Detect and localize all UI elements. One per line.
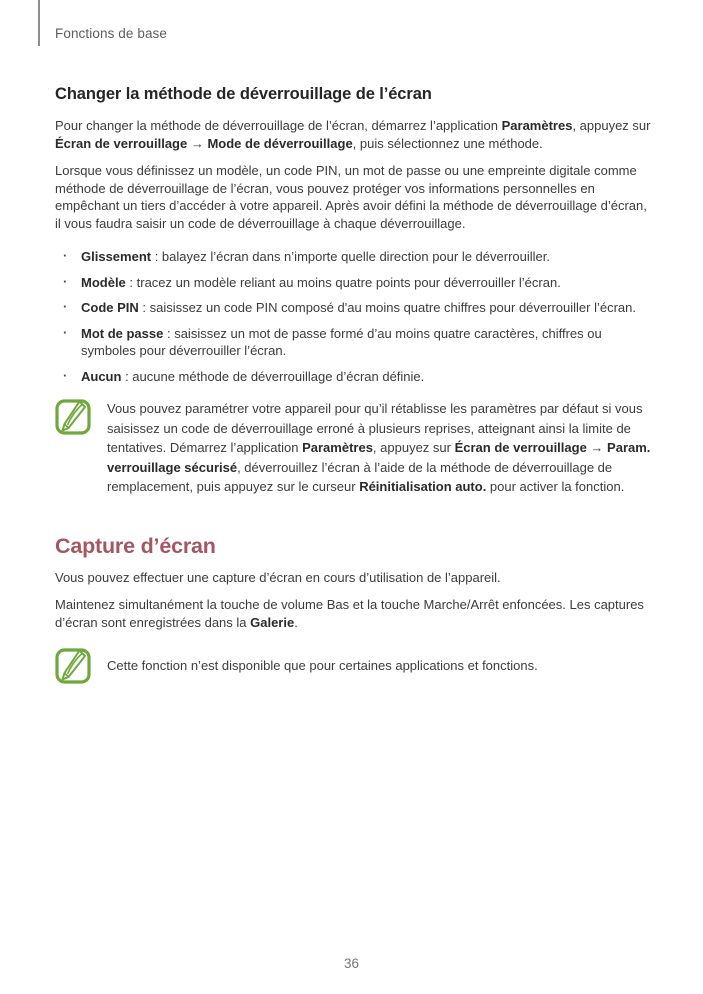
running-header: Fonctions de base [55, 26, 168, 41]
paragraph-unlock-intro: Pour changer la méthode de déverrouillage de l’écran, démarrez l’application Paramètres, appuyez sur Écran de verrouillage → Mode de déverrouillage, puis sélectionnez une méthode. [55, 118, 651, 151]
list-item-modele: · Modèle : tracez un modèle reliant au moins quatre points pour déverrouiller l’écran. [55, 274, 652, 292]
section-title-capture: Capture d’écran [55, 533, 216, 558]
subsection-title-unlock-method: Changer la méthode de déverrouillage de l’écran [55, 85, 432, 103]
paragraph-unlock-description: Lorsque vous définissez un modèle, un code PIN, un mot de passe ou une empreinte digitale comme méthode de déverrouillage de l’écran, vous pouvez protéger vos informations personnelles en empêchant un tiers d’accéder à votre appareil. Après avoir défini la méthode de déverrouillage d’écran, il vous faudra saisir un code de déverrouillage à chaque déverrouillage. [55, 163, 647, 231]
unlock-methods-list [55, 248, 652, 385]
page-content [55, 85, 652, 684]
note-box-auto-reset [55, 399, 652, 497]
list-item-code-pin: · Code PIN : saisissez un code PIN composé d'au moins quatre chiffres pour déverrouiller l’écran. [55, 299, 652, 317]
paragraph-capture-howto: Maintenez simultanément la touche de volume Bas et la touche Marche/Arrêt enfoncées. Les captures d’écran sont enregistrées dans la Galerie. [55, 597, 644, 630]
page-number: 36 [343, 956, 360, 971]
list-item-glissement: · Glissement : balayez l’écran dans n’importe quelle direction pour le déverrouiller. [55, 248, 652, 266]
list-item-aucun: · Aucun : aucune méthode de déverrouillage d’écran définie. [55, 368, 652, 386]
note-icon [55, 399, 91, 435]
header-divider [38, 0, 40, 46]
note-text: Cette fonction n’est disponible que pour certaines applications et fonctions. [107, 658, 538, 674]
paragraph-capture-intro: Vous pouvez effectuer une capture d’écran en cours d’utilisation de l’appareil. [55, 569, 501, 585]
note-text: Vous pouvez paramétrer votre appareil pour qu’il rétablisse les paramètres par défaut si vous saisissez un code de déverrouillage erroné à plusieurs reprises, atteignant ainsi la limite de tentatives. Démarrez l’application Paramètres, appuyez sur Écran de verrouillage → Param. verrouillage sécurisé, déverrouillez l’écran à l’aide de la méthode de déverrouillage de remplacement, puis appuyez sur le curseur Réinitialisation auto. pour activer la fonction. [107, 401, 651, 494]
list-item-mot-de-passe: · Mot de passe : saisissez un mot de passe formé d’au moins quatre caractères, chiffres ou symboles pour déverrouiller l’écran. [55, 325, 652, 360]
note-icon [55, 648, 91, 684]
note-box-capture-availability [55, 648, 652, 684]
